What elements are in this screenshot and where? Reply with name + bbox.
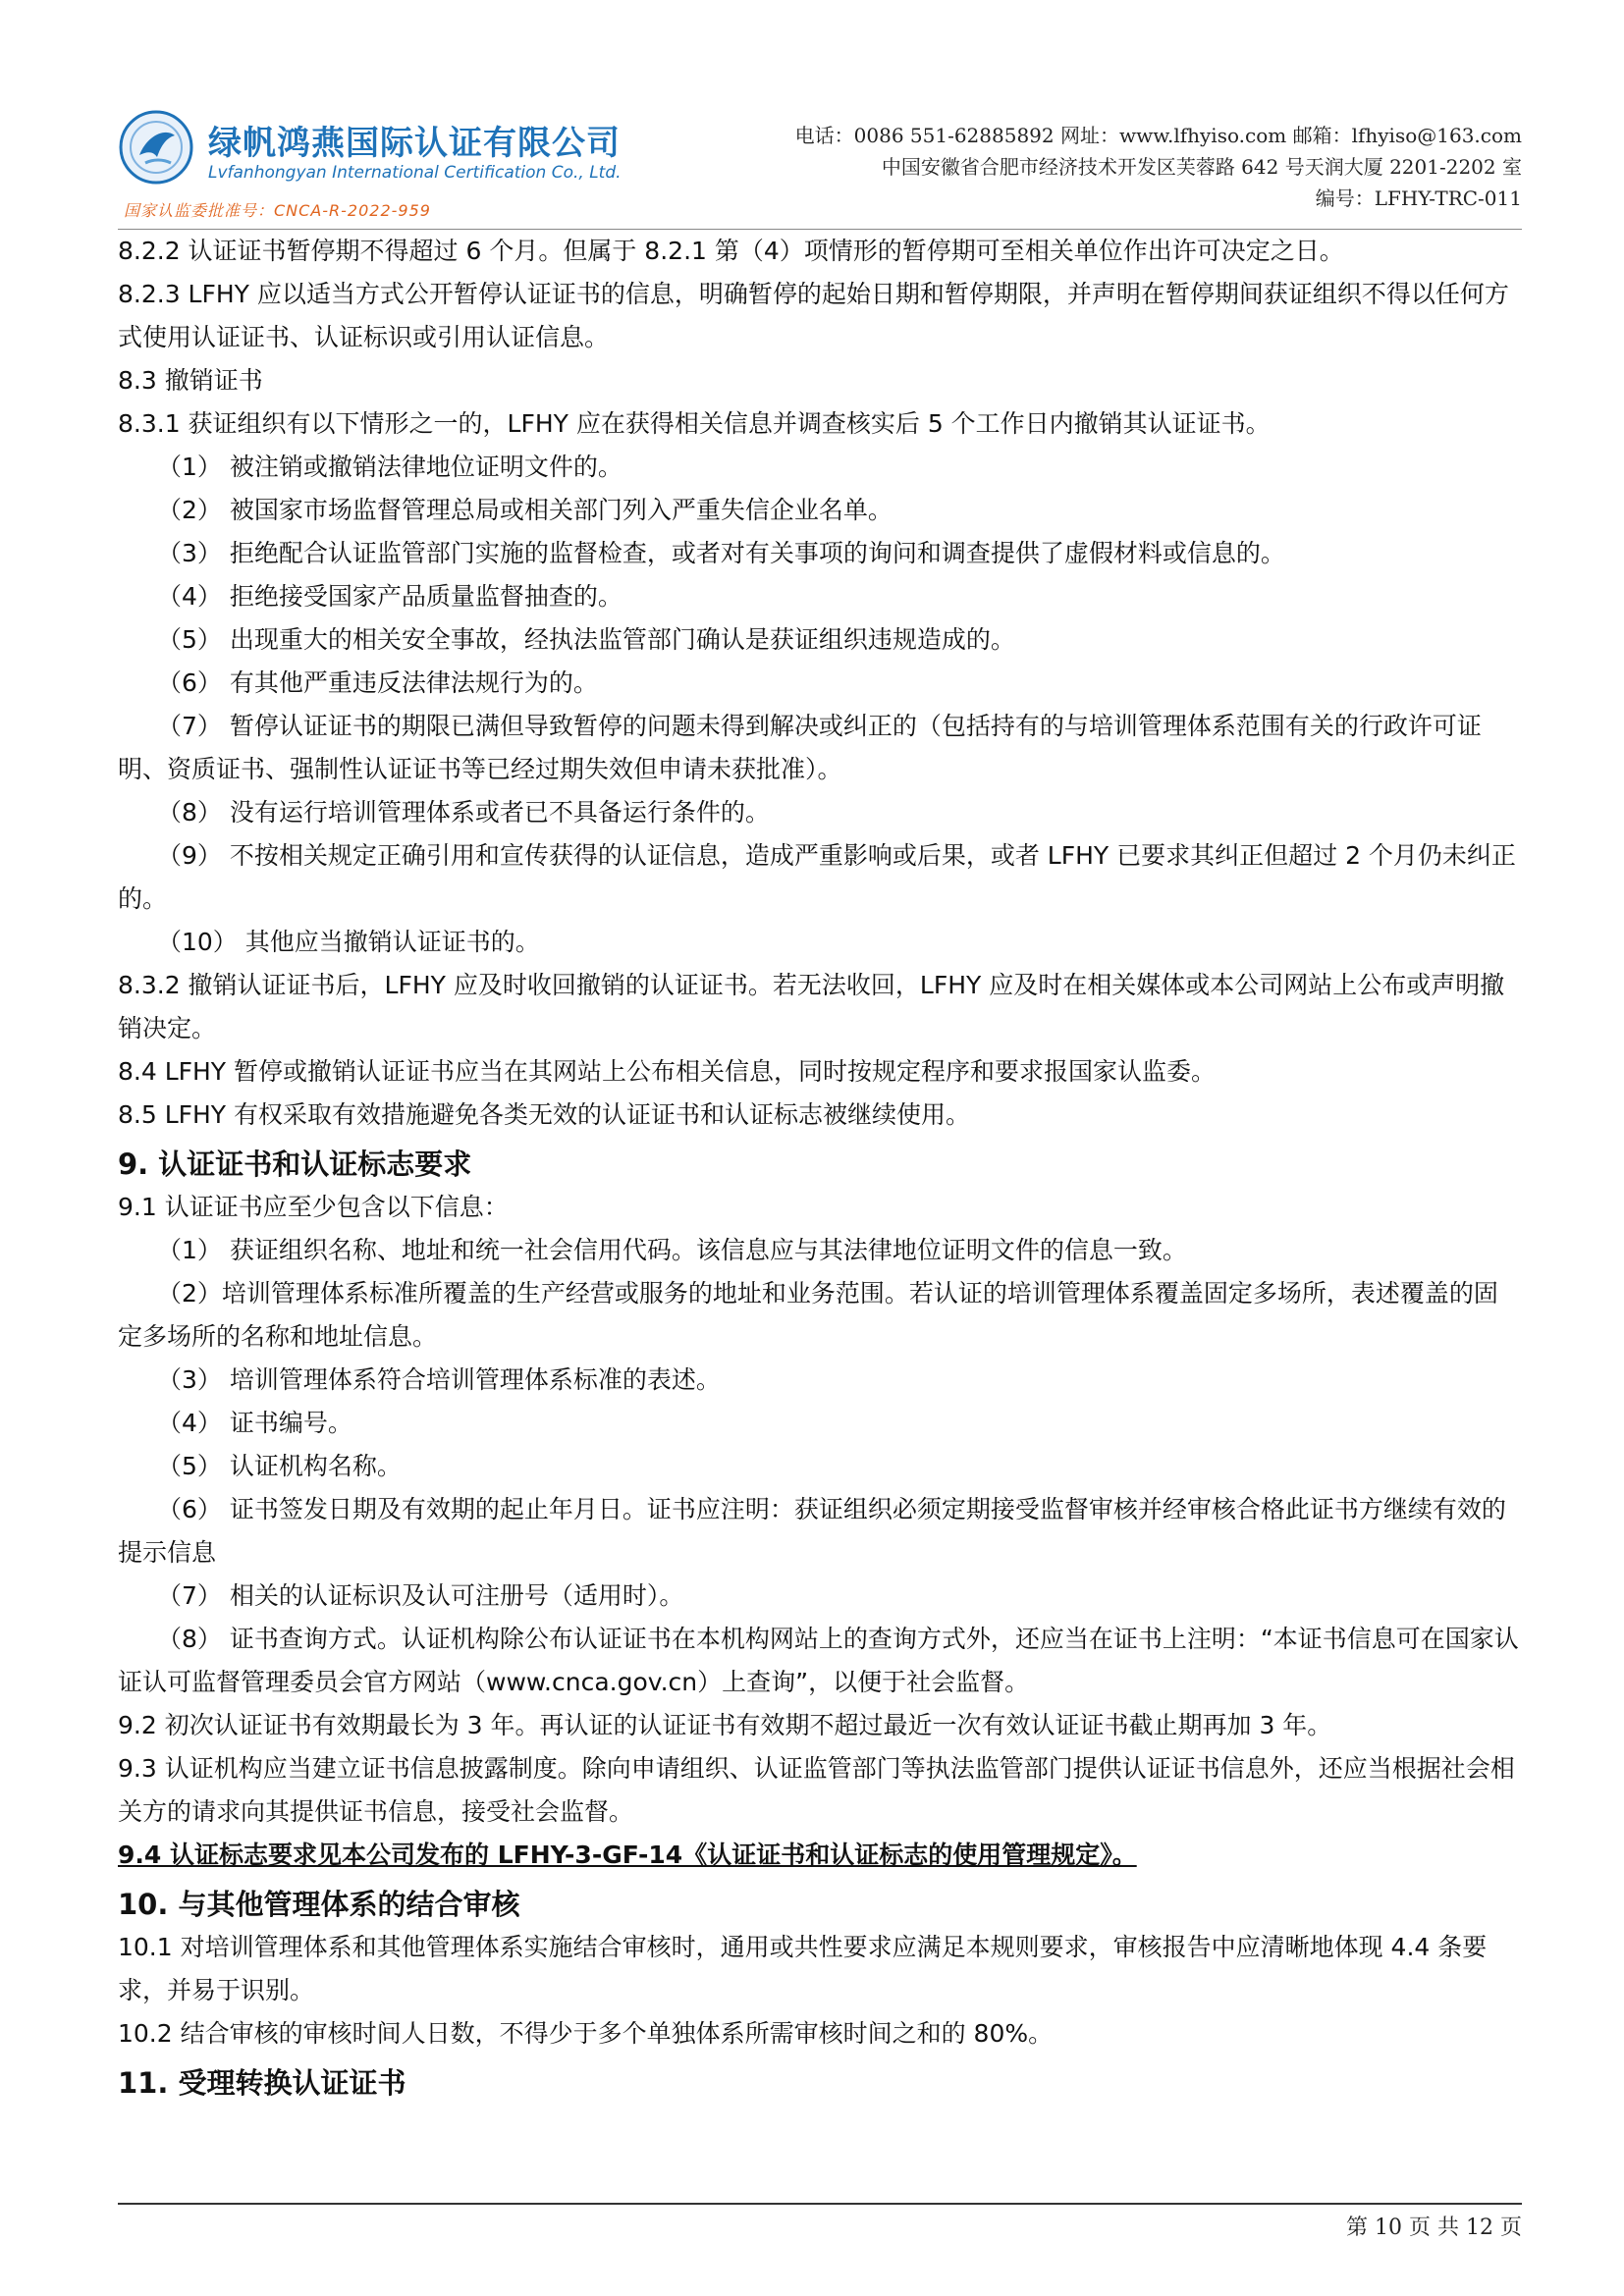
page-number: 第 10 页 共 12 页 (1346, 2216, 1522, 2240)
section-heading-9: 9. 认证证书和认证标志要求 (118, 1148, 472, 1181)
list-item: （4） 拒绝接受国家产品质量监督抽查的。 (157, 582, 623, 611)
clause-10-1: 10.1 对培训管理体系和其他管理体系实施结合审核时，通用或共性要求应满足本规则要求，审核报告中应清晰地体现 4.4 条要求，并易于识别。 (118, 1933, 1488, 2004)
clause-10-2: 10.2 结合审核的审核时间人日数，不得少于多个单独体系所需审核时间之和的 80%。 (118, 2019, 1054, 2048)
document-body (118, 230, 1522, 2105)
list-item: （3） 拒绝配合认证监管部门实施的监督检查，或者对有关事项的询问和调查提供了虚假材料或信息的。 (157, 539, 1285, 567)
list-item: （2） 被国家市场监督管理总局或相关部门列入严重失信企业名单。 (157, 496, 893, 524)
contact-address: 中国安徽省合肥市经济技术开发区芙蓉路 642 号天润大厦 2201-2202 室 (881, 155, 1522, 179)
contact-block (795, 120, 1522, 214)
clause-8-3-1: 8.3.1 获证组织有以下情形之一的，LFHY 应在获得相关信息并调查核实后 5 个工作日内撤销其认证证书。 (118, 409, 1271, 438)
list-item: （5） 认证机构名称。 (157, 1452, 402, 1480)
footer-divider (118, 2203, 1522, 2205)
document-number: 编号：LFHY-TRC-011 (1315, 187, 1522, 210)
clause-8-2-2: 8.2.2 认证证书暂停期不得超过 6 个月。但属于 8.2.1 第（4）项情形的暂停期可至相关单位作出许可决定之日。 (118, 237, 1344, 265)
list-item: （4） 证书编号。 (157, 1409, 352, 1437)
list-item: （5） 出现重大的相关安全事故，经执法监管部门确认是获证组织违规造成的。 (157, 625, 1015, 654)
section-heading-11: 11. 受理转换认证证书 (118, 2066, 406, 2100)
list-item: （6） 证书签发日期及有效期的起止年月日。证书应注明：获证组织必须定期接受监督审核并经审核合格此证书方继续有效的提示信息 (118, 1495, 1506, 1567)
clause-8-5: 8.5 LFHY 有权采取有效措施避免各类无效的认证证书和认证标志被继续使用。 (118, 1100, 971, 1129)
section-heading-10: 10. 与其他管理体系的结合审核 (118, 1888, 520, 1921)
list-item: （10） 其他应当撤销认证证书的。 (157, 928, 540, 956)
list-item: （7） 相关的认证标识及认可注册号（适用时）。 (157, 1581, 684, 1610)
list-item: （3） 培训管理体系符合培训管理体系标准的表述。 (157, 1365, 721, 1394)
company-logo-icon (118, 106, 194, 204)
clause-8-2-3: 8.2.3 LFHY 应以适当方式公开暂停认证证书的信息，明确暂停的起始日期和暂停期限，并声明在暂停期间获证组织不得以任何方式使用认证证书、认证标识或引用认证信息。 (118, 280, 1509, 351)
clause-9-3: 9.3 认证机构应当建立证书信息披露制度。除向申请组织、认证监管部门等执法监管部门提供认证证书信息外，还应当根据社会相关方的请求向其提供证书信息，接受社会监督。 (118, 1754, 1515, 1826)
company-name-en: Lvfanhongyan International Certification Co., Ltd. (208, 163, 622, 183)
list-item: （1） 被注销或撤销法律地位证明文件的。 (157, 453, 623, 481)
list-item: （8） 没有运行培训管理体系或者已不具备运行条件的。 (157, 798, 770, 827)
clause-8-4: 8.4 LFHY 暂停或撤销认证证书应当在其网站上公布相关信息，同时按规定程序和要求报国家认监委。 (118, 1057, 1217, 1086)
accreditation-number: 国家认监委批准号：CNCA-R-2022-959 (124, 201, 431, 220)
list-item: （7） 暂停认证证书的期限已满但导致暂停的问题未得到解决或纠正的（包括持有的与培训管理体系范围有关的行政许可证明、资质证书、强制性认证证书等已经过期失效但申请未获批准）。 (118, 712, 1482, 783)
clause-8-3: 8.3 撤销证书 (118, 366, 263, 395)
list-item: （9） 不按相关规定正确引用和宣传获得的认证信息，造成严重影响或后果，或者 LFHY 已要求其纠正但超过 2 个月仍未纠正的。 (118, 841, 1516, 913)
list-item: （1） 获证组织名称、地址和统一社会信用代码。该信息应与其法律地位证明文件的信息一致。 (157, 1236, 1187, 1264)
list-item: （8） 证书查询方式。认证机构除公布认证证书在本机构网站上的查询方式外，还应当在证书上注明：“本证书信息可在国家认证认可监督管理委员会官方网站（www.cnca.gov.cn）上查询”，以便于社会监督。 (118, 1625, 1519, 1696)
contact-phone-web-email: 电话：0086 551-62885892 网址：www.lfhyiso.com 邮箱：lfhyiso@163.com (794, 124, 1522, 147)
list-item: （6） 有其他严重违反法律法规行为的。 (157, 668, 598, 697)
page-header (118, 106, 1522, 224)
clause-9-1: 9.1 认证证书应至少包含以下信息： (118, 1193, 509, 1221)
clause-9-4: 9.4 认证标志要求见本公司发布的 LFHY-3-GF-14《认证证书和认证标志的使用管理规定》。 (118, 1841, 1137, 1869)
list-item: （2）培训管理体系标准所覆盖的生产经营或服务的地址和业务范围。若认证的培训管理体系覆盖固定多场所，表述覆盖的固定多场所的名称和地址信息。 (118, 1279, 1498, 1351)
clause-9-2: 9.2 初次认证证书有效期最长为 3 年。再认证的认证证书有效期不超过最近一次有效认证证书截止期再加 3 年。 (118, 1711, 1332, 1739)
clause-8-3-2: 8.3.2 撤销认证证书后，LFHY 应及时收回撤销的认证证书。若无法收回，LFHY 应及时在相关媒体或本公司网站上公布或声明撤销决定。 (118, 971, 1505, 1042)
company-name-cn: 绿帆鸿燕国际认证有限公司 (208, 124, 621, 163)
